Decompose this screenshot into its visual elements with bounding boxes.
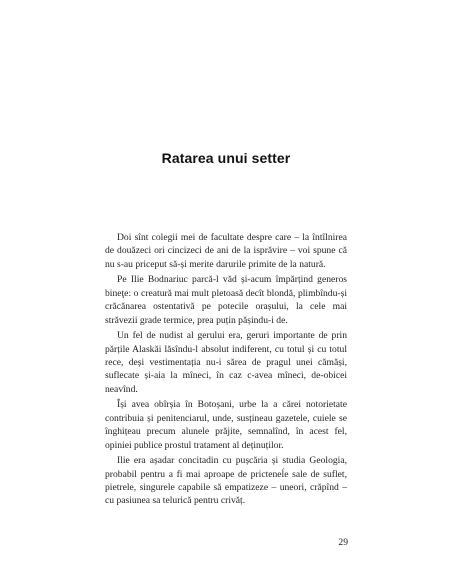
paragraph-3: Un fel de nudist al gerului era, geruri importante de prin părțile Alaskăi lăsîndu-l absolut indiferent, cu totul și cu totul rece, deși vestimentația nu-i sărea de pragul unei cămăși, suflecate și-aia la mîneci, în caz c-avea mîneci, de-obicei neavînd. <box>105 330 347 395</box>
body-text <box>105 231 347 508</box>
paragraph-4: Își avea obîrșia în Botoșani, urbe la a cărei notorietate contribuia și penitenciarul, unde, susțineau gazetele, cuiele se înghițeau precum alunele prăjite, semnalînd, în acest fel, opiniei publice prostul tratament al deținuților. <box>105 399 347 451</box>
paragraph-5: Ilie era așadar concitadin cu pușcăria și studia Geologia, probabil pentru a fi mai aproape de pricteneĺe sale de suflet, pietrele, singurele capabile să empatizeze – uneori, crăpînd – cu pasiunea sa telurică pentru crivăț. <box>105 455 347 507</box>
chapter-title: Ratarea unui setter <box>161 150 291 166</box>
page-number: 29 <box>338 537 348 548</box>
paragraph-2: Pe Ilie Bodnariuc parcă-l văd și-acum împărțind generos bineţe: o creatură mai mult pletoasă decît blondă, plimbîndu-și crăcănarea ostentativă pe potecile orașului, la cele mai străvezii grade termice, prea puțin pășindu-i de. <box>105 274 347 326</box>
paragraph-1: Doi sînt colegii mei de facultate despre care – la întîlnirea de douăzeci ori cincizeci de ani de la isprăvire – voi spune că nu s-au priceput să-și merite darurile primite de la natură. <box>105 232 347 270</box>
